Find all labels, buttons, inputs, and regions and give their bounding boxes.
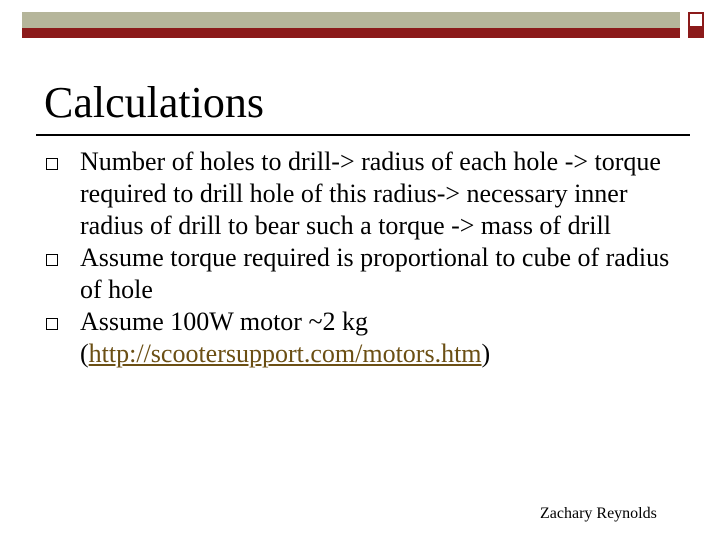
hollow-square-bullet-icon	[46, 254, 58, 266]
title-underline	[36, 134, 690, 136]
corner-square-icon	[688, 12, 704, 28]
bullet-text-3-suffix: )	[481, 339, 491, 368]
hollow-square-bullet-icon	[46, 318, 58, 330]
motors-link[interactable]: http://scootersupport.com/motors.htm	[88, 339, 482, 368]
header-band	[22, 12, 680, 28]
hollow-square-bullet-icon	[46, 158, 58, 170]
corner-block	[688, 28, 704, 38]
slide-title: Calculations	[44, 78, 264, 127]
header-rule	[22, 28, 680, 38]
bullet-list	[44, 146, 684, 370]
bullet-text-1: Number of holes to drill-> radius of each hole -> torque required to drill hole of this radius-> necessary inner radius of drill to bear such a torque -> mass of drill	[80, 147, 661, 240]
author-footer: Zachary Reynolds	[540, 505, 657, 522]
bullet-text-3-prefix: Assume 100W motor ~2 kg (	[80, 307, 369, 368]
bullet-item-2	[44, 242, 684, 306]
bullet-text-2: Assume torque required is proportional to cube of radius of hole	[80, 243, 670, 304]
bullet-item-1	[44, 146, 684, 242]
bullet-item-3	[44, 306, 684, 370]
